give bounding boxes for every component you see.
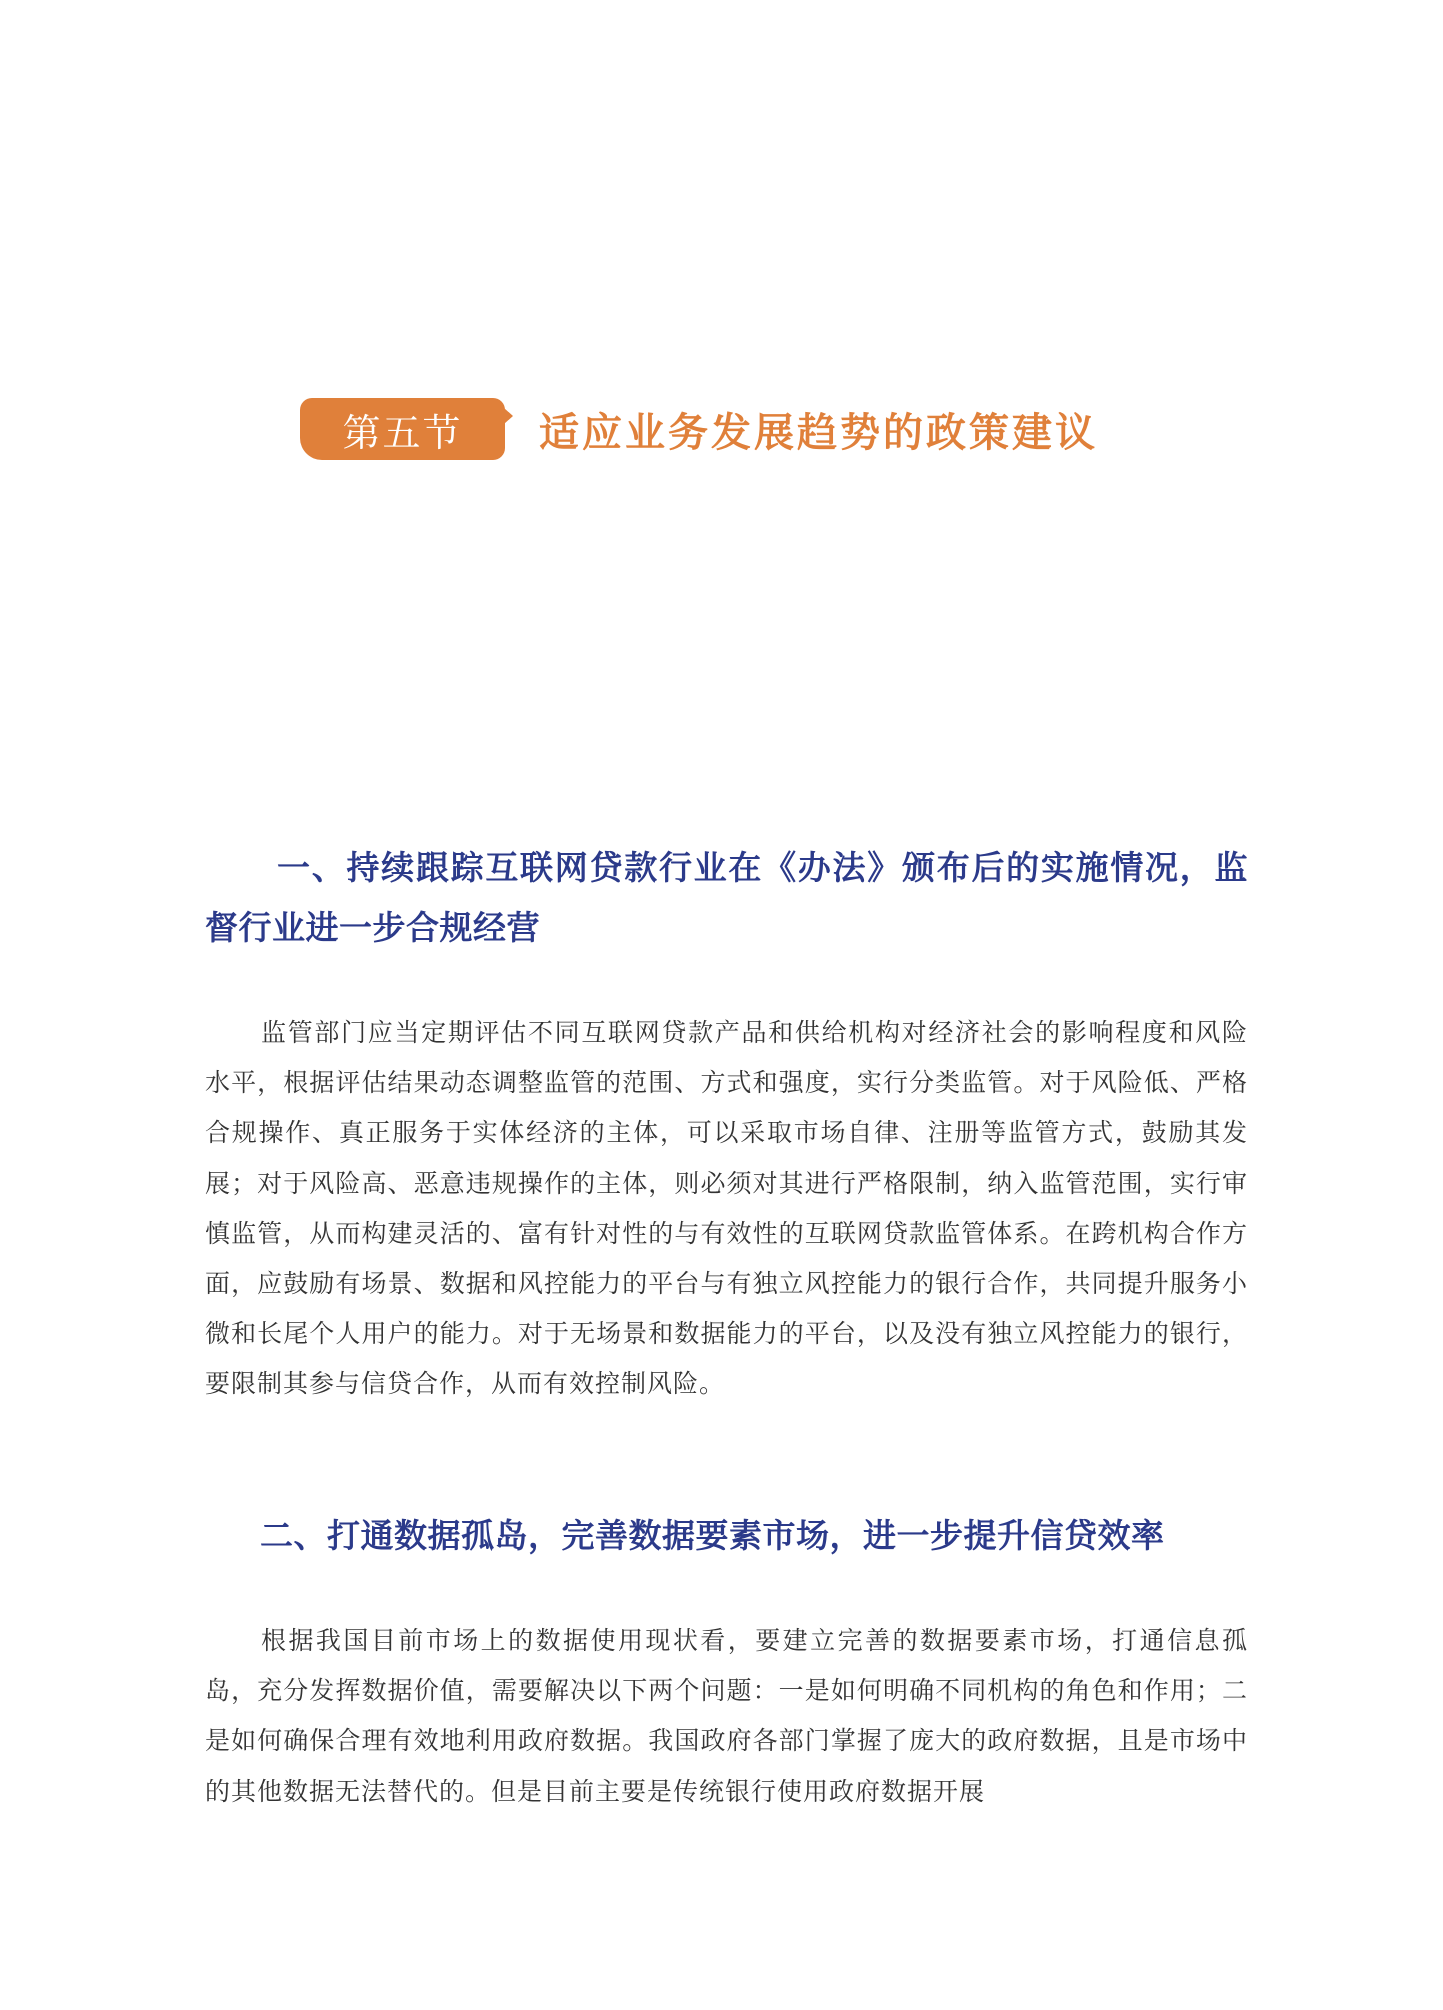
paragraph-2: 根据我国目前市场上的数据使用现状看，要建立完善的数据要素市场，打通信息孤岛，充分发挥数据价值，需要解决以下两个问题：一是如何明确不同机构的角色和作用；二是如何确保合理有效地利用政府数据。我国政府各部门掌握了庞大的政府数据，且是市场中的其他数据无法替代的。但是目前主要是传统银行使用政府数据开展: [205, 1626, 1248, 1806]
subheading-1: 一、持续跟踪互联网贷款行业在《办法》颁布后的实施情况，监督行业进一步合规经营: [205, 848, 1248, 947]
subheading-2: 二、打通数据孤岛，完善数据要素市场，进一步提升信贷效率: [260, 1516, 1165, 1555]
section-header: [300, 398, 1098, 460]
section-number-badge: 第五节: [300, 398, 505, 460]
section-title: 适应业务发展趋势的政策建议: [539, 408, 1098, 456]
paragraph-1: 监管部门应当定期评估不同互联网贷款产品和供给机构对经济社会的影响程度和风险水平，根据评估结果动态调整监管的范围、方式和强度，实行分类监管。对于风险低、严格合规操作、真正服务于实体经济的主体，可以采取市场自律、注册等监管方式，鼓励其发展；对于风险高、恶意违规操作的主体，则必须对其进行严格限制，纳入监管范围，实行审慎监管，从而构建灵活的、富有针对性的与有效性的互联网贷款监管体系。在跨机构合作方面，应鼓励有场景、数据和风控能力的平台与有独立风控能力的银行合作，共同提升服务小微和长尾个人用户的能力。对于无场景和数据能力的平台，以及没有独立风控能力的银行，要限制其参与信贷合作，从而有效控制风险。: [205, 1018, 1248, 1399]
